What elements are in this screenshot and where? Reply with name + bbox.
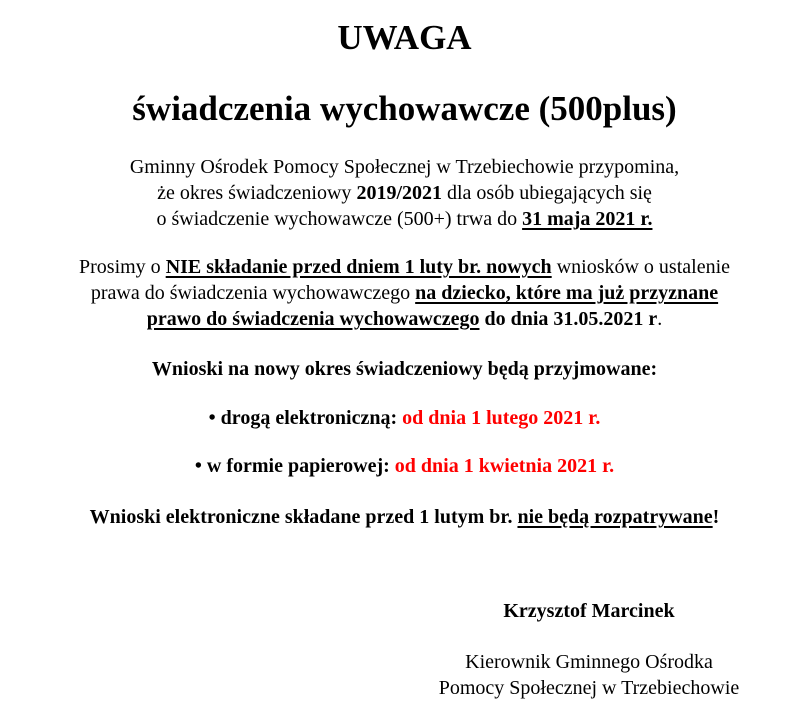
electronic-submission — [0, 406, 809, 430]
signature-name: Krzysztof Marcinek — [503, 600, 675, 622]
request-line-1 — [0, 255, 809, 279]
request-deadline: do dnia 31.05.2021 r — [479, 308, 658, 330]
signature-role-line-2: Pomocy Społecznej w Trzebiechowie — [438, 677, 740, 699]
request-emphasis-1: NIE składanie przed dniem 1 luty br. nowych — [165, 256, 552, 278]
warning-underlined: nie będą rozpatrywane — [517, 506, 713, 528]
page-title: UWAGA — [337, 18, 472, 57]
request-line-2 — [0, 281, 809, 305]
request-emphasis-3: prawo do świadczenia wychowawczego — [146, 308, 480, 330]
intro-line-2-start: że okres świadczeniowy — [157, 182, 357, 204]
request-line-2-start: prawa do świadczenia wychowawczego — [90, 282, 416, 304]
intro-line-3 — [0, 207, 809, 231]
request-line-1-start: Prosimy o — [79, 256, 166, 278]
intro-line-2-end: dla osób ubiegających się — [442, 182, 652, 204]
applications-heading: Wnioski na nowy okres świadczeniowy będą przyjmowane: — [151, 358, 658, 380]
electronic-label: • drogą elektroniczną: — [208, 407, 403, 429]
paper-submission — [0, 454, 809, 478]
intro-line-3-start: o świadczenie wychowawcze (500+) trwa do — [156, 208, 523, 230]
request-line-3 — [0, 307, 809, 331]
signature-role-line-1: Kierownik Gminnego Ośrodka — [465, 651, 713, 673]
request-line-1-end: wniosków o ustalenie — [551, 256, 730, 278]
request-emphasis-2: na dziecko, które ma już przyznane — [415, 282, 719, 304]
intro-line-2 — [0, 181, 809, 205]
warning-text: Wnioski elektroniczne składane przed 1 lutym br. — [89, 506, 518, 528]
intro-line-1: Gminny Ośrodek Pomocy Społecznej w Trzebiechowie przypomina, — [129, 156, 680, 178]
page-subtitle: świadczenia wychowawcze (500plus) — [132, 89, 677, 128]
warning-line — [0, 505, 809, 529]
paper-date: od dnia 1 kwietnia 2021 r. — [394, 455, 615, 477]
paper-label: • w formie papierowej: — [194, 455, 395, 477]
request-line-3-end: . — [657, 308, 663, 330]
benefit-period: 2019/2021 — [356, 182, 442, 204]
electronic-date: od dnia 1 lutego 2021 r. — [402, 407, 601, 429]
period-end-date: 31 maja 2021 r. — [522, 208, 653, 230]
warning-end: ! — [712, 506, 720, 528]
